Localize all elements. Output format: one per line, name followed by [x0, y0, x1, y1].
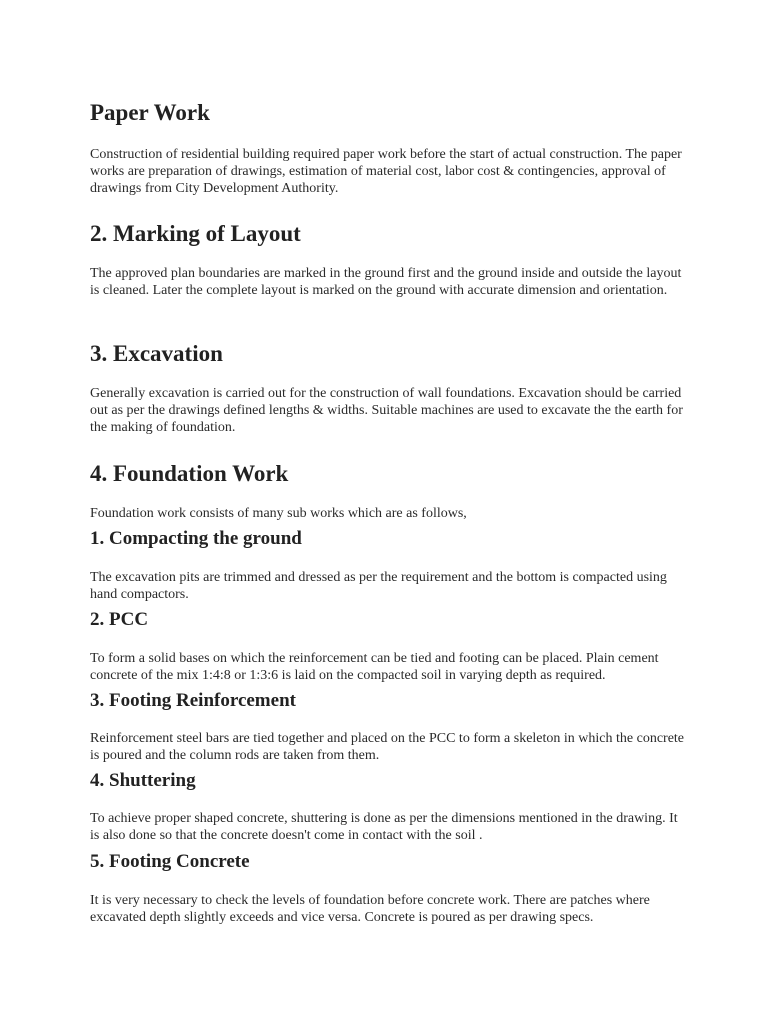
section-heading-marking-of-layout: 2. Marking of Layout [90, 221, 301, 246]
section-heading-paper-work: Paper Work [90, 100, 210, 125]
section-text-marking-of-layout: The approved plan boundaries are marked in the ground first and the ground inside and outside the layout is cleaned. Later the complete layout is marked on the ground with accurate dimension and orientation. [90, 266, 682, 298]
subsection-text-shuttering: To achieve proper shaped concrete, shuttering is done as per the dimensions mentioned in the drawing. It is also done so that the concrete doesn't come in contact with the soil . [90, 811, 678, 843]
subsection-heading-compacting: 1. Compacting the ground [90, 528, 302, 549]
section-text-excavation: Generally excavation is carried out for the construction of wall foundations. Excavation should be carried out as per the drawings defined lengths & widths. Suitable machines are used to excavate the the earth for the making of foundation. [90, 386, 683, 435]
section-text-foundation-work: Foundation work consists of many sub works which are as follows, [90, 506, 467, 521]
section-heading-excavation: 3. Excavation [90, 341, 223, 366]
subsection-text-compacting: The excavation pits are trimmed and dressed as per the requirement and the bottom is compacted using hand compactors. [90, 570, 667, 602]
subsection-text-pcc: To form a solid bases on which the reinforcement can be tied and footing can be placed. Plain cement concrete of the mix 1:4:8 or 1:3:6 is laid on the compacted soil in varying depth as required. [90, 651, 659, 683]
subsection-heading-footing-concrete: 5. Footing Concrete [90, 851, 250, 872]
subsection-heading-pcc: 2. PCC [90, 609, 149, 630]
subsection-heading-shuttering: 4. Shuttering [90, 770, 196, 791]
section-text-paper-work: Construction of residential building required paper work before the start of actual construction. The paper works are preparation of drawings, estimation of material cost, labor cost & contingencies, approval of drawings from City Development Authority. [90, 147, 682, 196]
subsection-text-footing-reinforcement: Reinforcement steel bars are tied together and placed on the PCC to form a skeleton in which the concrete is poured and the column rods are taken from them. [90, 731, 685, 763]
subsection-heading-footing-reinforcement: 3. Footing Reinforcement [90, 690, 296, 711]
subsection-text-footing-concrete: It is very necessary to check the levels of foundation before concrete work. There are patches where excavated depth slightly exceeds and vice versa. Concrete is poured as per drawing specs. [90, 893, 650, 925]
section-heading-foundation-work: 4. Foundation Work [90, 461, 289, 486]
